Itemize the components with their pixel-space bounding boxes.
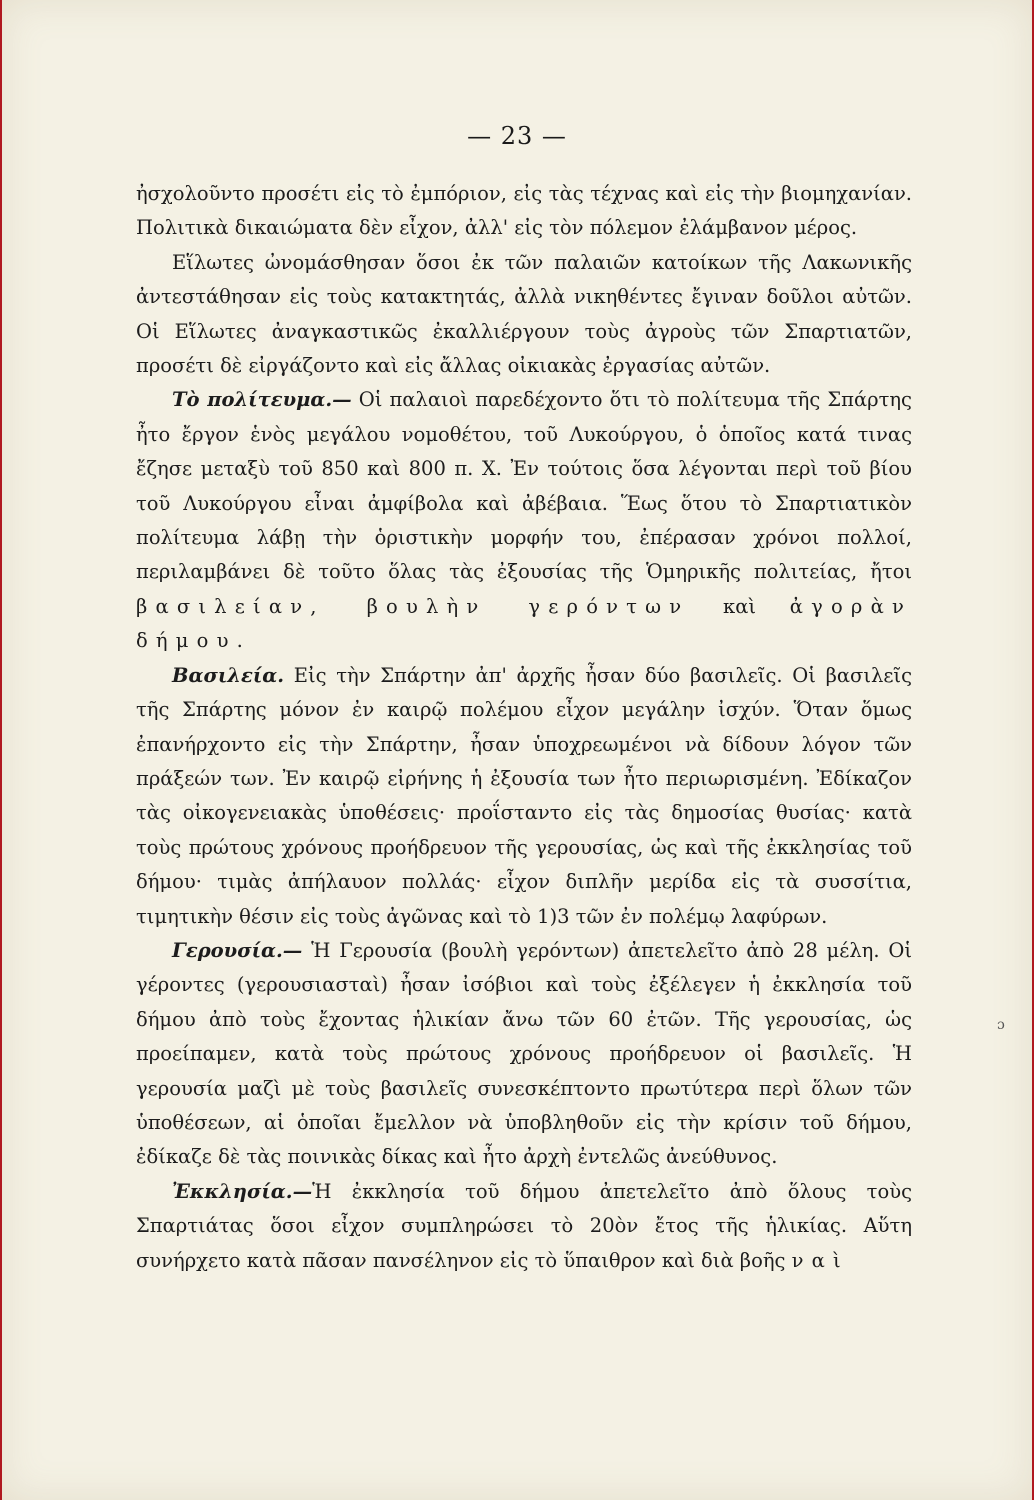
paragraph-text: Ἡ Γερουσία (βουλὴ γερόντων) ἀπετελεῖτο ἀπὸ 28 μέλη. Οἱ γέροντες (γερουσιασταὶ) ἦσαν ἰσόβιοι καὶ τοὺς ἐξέλεγεν ἡ ἐκκλησία τοῦ δήμου ἀπὸ τοὺς ἔχοντας ἡλικίαν ἄνω τῶν 60 ἐτῶν. Τῆς γερουσίας, ὡς προείπαμεν, κατὰ τοὺς πρώτους χρόνους προήδρευον οἱ βασιλεῖς. Ἡ γερουσία μαζὶ μὲ τοὺς βασιλεῖς συνεσκέπτοντο πρωτύτερα περὶ ὅλων τῶν ὑποθέσεων, αἱ ὁποῖαι ἔμελλον νὰ ὑποβληθοῦν εἰς τὴν κρίσιν τοῦ δήμου, ἐδίκαζε δὲ τὰς ποινικὰς δίκας καὶ ἦτο ἀρχὴ ἐντελῶς ἀνεύθυνος. [136,938,912,1169]
paragraph-helots [136,246,912,384]
spaced-emphasis: ἀγορὰν δήμου [136,594,912,653]
section-heading: Τὸ πολίτευμα.— [172,388,352,412]
paragraph-text: . [236,629,243,653]
paragraph-ekklesia [136,1175,912,1278]
section-heading: Γερουσία.— [172,938,303,962]
paragraph-text: Εἵλωτες ὠνομάσθησαν ὅσοι ἐκ τῶν παλαιῶν κατοίκων τῆς Λακωνικῆς ἀντεστάθησαν εἰς τοὺς κατακτητάς, ἀλλὰ νικηθέντες ἔγιναν δοῦλοι αὐτῶν. Οἱ Εἵλωτες ἀναγκαστικῶς ἐκαλλιέργουν τοὺς ἀγροὺς τῶν Σπαρτιατῶν, προσέτι δὲ εἰργάζοντο καὶ εἰς ἄλλας οἰκιακὰς ἐργασίας αὐτῶν. [136,250,912,378]
section-heading: Βασιλεία. [172,663,285,687]
paragraph-gerousia [136,934,912,1175]
paragraph-text: Ἡ ἐκκλησία τοῦ δήμου ἀπετελεῖτο ἀπὸ ὅλους τοὺς Σπαρτιάτας ὅσοι εἶχον συμπληρώσει τὸ 20ὸν ἔτος τῆς ἡλικίας. Αὕτη συνήρχετο κατὰ πᾶσαν πανσέληνον εἰς τὸ ὕπαιθρον καὶ διὰ βοῆς [136,1179,912,1272]
paragraph-text: Οἱ παλαιοὶ παρεδέχοντο ὅτι τὸ πολίτευμα τῆς Σπάρτης ἦτο ἔργον ἑνὸς μεγάλου νομοθέτου, τοῦ Λυκούργου, ὁ ὁποῖος κατά τινας ἔζησε μεταξὺ τοῦ 850 καὶ 800 π. Χ. Ἐν τούτοις ὅσα λέγονται περὶ τοῦ βίου τοῦ Λυκούργου εἶναι ἀμφίβολα καὶ ἀβέβαια. Ἕως ὅτου τὸ Σπαρτιατικὸν πολίτευμα λάβῃ τὴν ὁριστικὴν μορφήν του, ἐπέρασαν χρόνοι πολλοί, περιλαμβάνει δὲ τοῦτο ὅλας τὰς ἐξουσίας τῆς Ὁμηρικῆς πολιτείας, ἤτοι [136,388,912,584]
paragraph-kingship [136,659,912,934]
paragraph-text: Εἰς τὴν Σπάρτην ἀπ' ἀρχῆς ἦσαν δύο βασιλεῖς. Οἱ βασιλεῖς τῆς Σπάρτης μόνον ἐν καιρῷ πολέμου εἶχον μεγάλην ἰσχύν. Ὅταν ὅμως ἐπανήρχοντο εἰς τὴν Σπάρτην, ἦσαν ὑποχρεωμένοι νὰ δίδουν λόγον τῶν πράξεών των. Ἐν καιρῷ εἰρήνης ἡ ἐξουσία των ἦτο περιωρισμένη. Ἐδίκαζον τὰς οἰκογενειακὰς ὑποθέσεις· προΐσταντο εἰς τὰς δημοσίας θυσίας· κατὰ τοὺς πρώτους χρόνους προήδρευον τῆς γερουσίας, ὡς καὶ τῆς ἐκκλησίας τοῦ δήμου· τιμὰς ἀπήλαυον πολλάς· εἶχον διπλῆν μερίδα εἰς τὰ συσσίτια, τιμητικὴν θέσιν εἰς τοὺς ἀγῶνας καὶ τὸ 1)3 τῶν ἐν πολέμῳ λαφύρων. [136,663,912,928]
section-heading: Ἐκκλησία.— [172,1179,313,1203]
book-page [2,0,1032,1500]
paragraph-text: ἠσχολοῦντο προσέτι εἰς τὸ ἐμπόριον, εἰς τὰς τέχνας καὶ εἰς τὴν βιομηχανίαν. Πολιτικὰ δικαιώματα δὲν εἶχον, ἀλλ' εἰς τὸν πόλεμον ἐλάμβανον μέρος. [136,182,912,240]
margin-mark: ɔ [997,1017,1005,1033]
spaced-emphasis: ναὶ [791,1248,849,1272]
paragraph-constitution [136,383,912,658]
page-number: — 23 — [467,122,567,150]
spaced-emphasis: βασιλείαν, βουλὴν γερόντων [136,594,690,618]
paragraph-continuation [136,177,912,246]
body-text [136,177,912,1278]
paragraph-text: καὶ [689,594,790,618]
